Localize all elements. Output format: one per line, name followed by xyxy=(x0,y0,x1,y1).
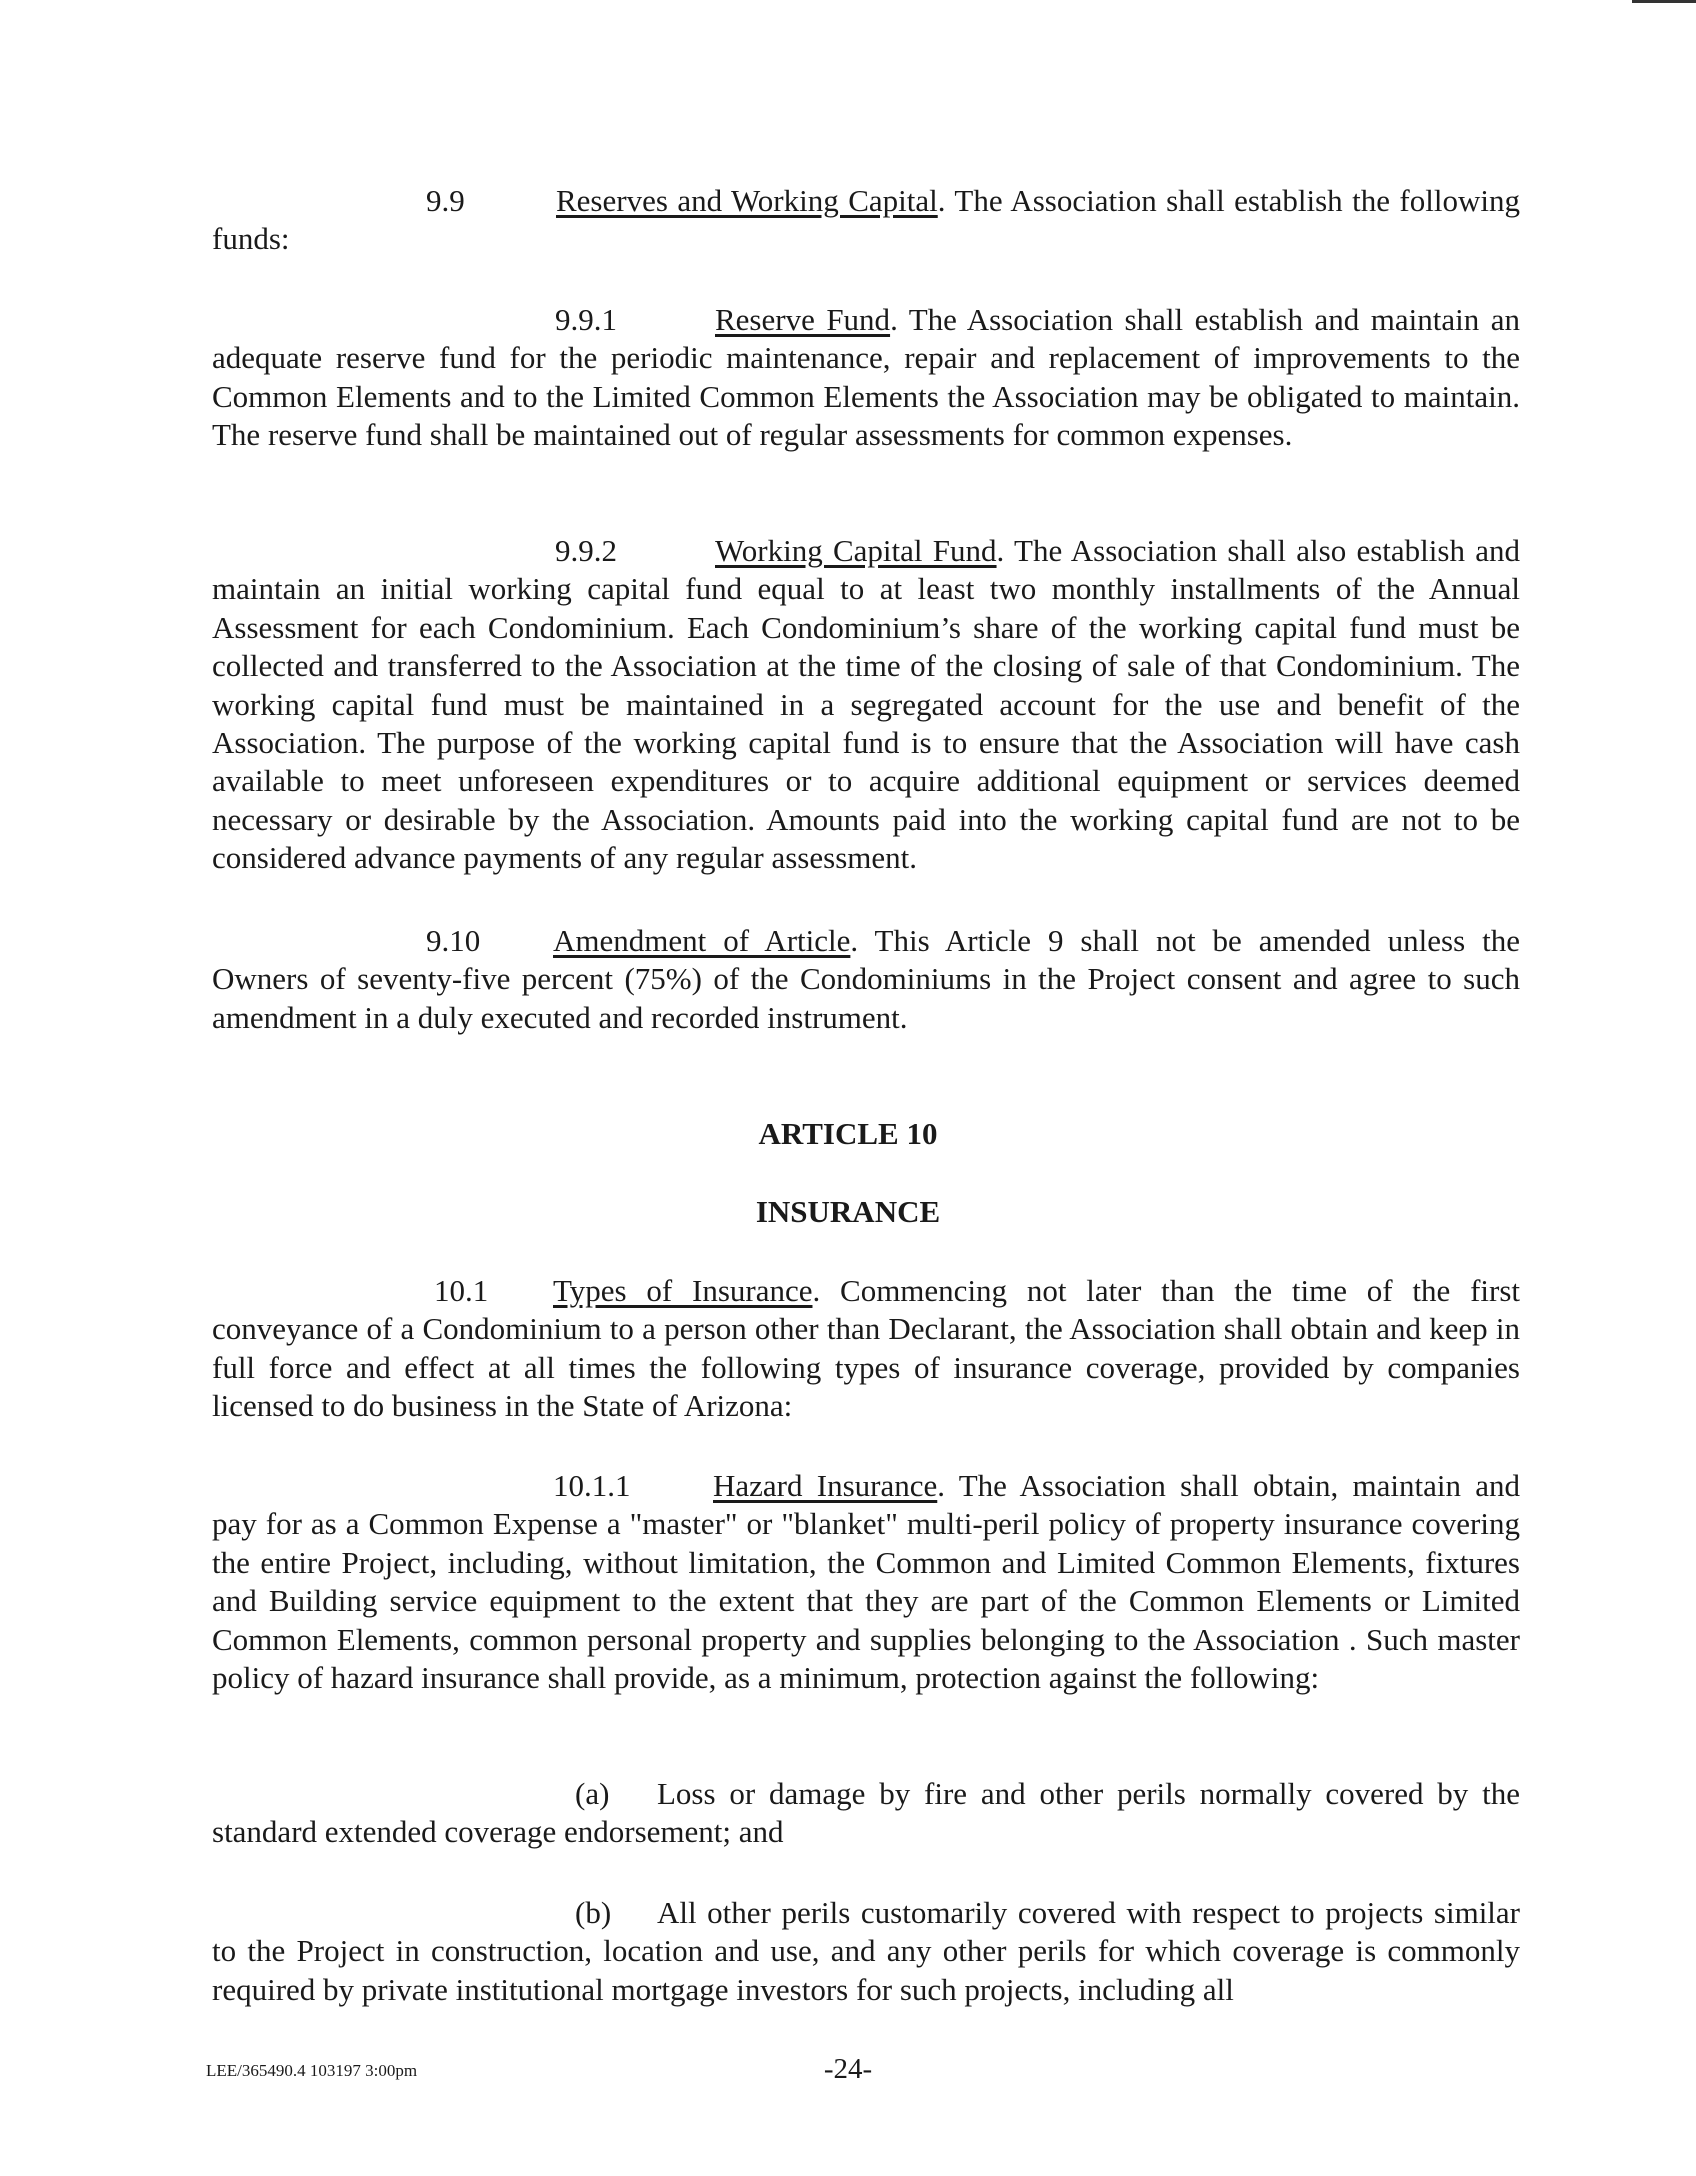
section-number: 10.1.1 xyxy=(553,1468,631,1503)
section-text: . Commencing not later than the time of the first conveyance of a Condominium to a person other than Declarant, the Association shall obtain and keep in full force and effect at all times the following types of insurance coverage, provided by companies licensed to do business in the State of Arizona: xyxy=(212,1273,1521,1424)
section-number: 9.10 xyxy=(426,923,481,958)
section-title: Reserve Fund xyxy=(715,302,891,337)
document-code: LEE/365490.4 103197 3:00pm xyxy=(206,2061,418,2080)
section-number: 9.9.1 xyxy=(555,302,617,337)
section-9-9 xyxy=(212,182,1520,259)
section-text: . The Association shall also establish and maintain an initial working capital fund equal to at least two monthly installments of the Annual Assessment for each Condominium. Each Condominium’s share of the working capital fund must be collected and transferred to the Association at the time of the closing of sale of that Condominium. The working capital fund must be maintained in a segregated account for the use and benefit of the Association. The purpose of the working capital fund is to ensure that the Association will have cash available to meet unforeseen expenditures or to acquire additional equipment or services deemed necessary or desirable by the Association. Amounts paid into the working capital fund are not to be considered advance payments of any regular assessment. xyxy=(212,533,1520,876)
section-number: 10.1 xyxy=(434,1273,489,1308)
section-10-1-1 xyxy=(212,1467,1520,1697)
article-subheading: INSURANCE xyxy=(755,1194,941,1229)
section-title: Reserves and Working Capital xyxy=(556,183,938,218)
section-9-10 xyxy=(212,922,1520,1037)
section-title: Working Capital Fund xyxy=(715,533,997,568)
section-9-9-1 xyxy=(212,301,1520,455)
section-text: . This Article 9 shall not be amended unless the Owners of seventy-five percent (75%) of the Condominiums in the Project consent and agree to such amendment in a duly executed and recorded instrument. xyxy=(212,923,1520,1035)
item-b xyxy=(212,1894,1520,2009)
page-number: -24- xyxy=(823,2053,873,2085)
section-title: Amendment of Article xyxy=(553,923,851,958)
section-title: Hazard Insurance xyxy=(713,1468,938,1503)
section-text: . The Association shall establish and maintain an adequate reserve fund for the periodic maintenance, repair and replacement of improvements to the Common Elements and to the Limited Common Elements the Association may be obligated to maintain. The reserve fund shall be maintained out of regular assessments for common expenses. xyxy=(212,302,1520,453)
section-9-9-2 xyxy=(212,532,1520,878)
article-heading: ARTICLE 10 xyxy=(758,1116,938,1151)
scan-corner-mark xyxy=(1632,0,1696,3)
item-number: (a) xyxy=(575,1776,610,1811)
item-a xyxy=(212,1775,1520,1852)
section-number: 9.9.2 xyxy=(555,533,617,568)
item-text: All other perils customarily covered with respect to projects similar to the Project in construction, location and use, and any other perils for which coverage is commonly required by private institutional mortgage investors for such projects, including all xyxy=(212,1895,1520,2007)
section-10-1 xyxy=(212,1272,1520,1426)
section-title: Types of Insurance xyxy=(553,1273,813,1308)
item-number: (b) xyxy=(575,1895,612,1930)
section-text: . The Association shall establish the following funds: xyxy=(212,183,1520,257)
section-text: . The Association shall obtain, maintain and pay for as a Common Expense a "master" or "blanket" multi-peril policy of property insurance covering the entire Project, including, without limitation, the Common and Limited Common Elements, fixtures and Building service equipment to the extent that they are part of the Common Elements or Limited Common Elements, common personal property and supplies belonging to the Association . Such master policy of hazard insurance shall provide, as a minimum, protection against the following: xyxy=(212,1468,1520,1696)
item-text: Loss or damage by fire and other perils normally covered by the standard extended coverage endorsement; and xyxy=(212,1776,1520,1850)
section-number: 9.9 xyxy=(426,183,465,218)
